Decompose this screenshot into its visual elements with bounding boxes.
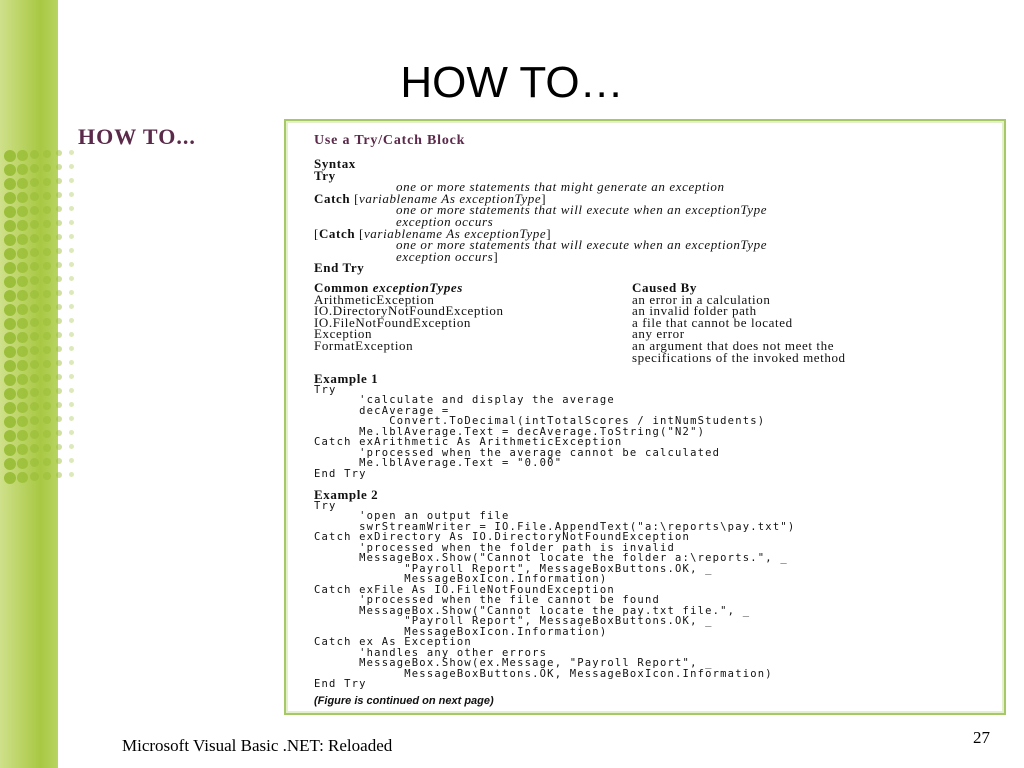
decorative-dot <box>4 290 16 302</box>
slide-title: HOW TO… <box>400 58 624 107</box>
exception-type: ArithmeticException <box>314 291 435 307</box>
continued-note: (Figure is continued on next page) <box>314 694 494 707</box>
decorative-dot <box>43 318 51 326</box>
syntax-end-try: End Try <box>314 260 365 276</box>
syntax-stmt-3b-text: exception occurs <box>396 248 494 264</box>
bracket: ] <box>493 248 499 264</box>
decorative-dot <box>30 234 39 243</box>
decorative-dot <box>17 150 28 161</box>
decorative-dot <box>43 416 51 424</box>
decorative-dot <box>4 192 16 204</box>
decorative-dot <box>4 318 16 330</box>
exception-type: IO.DirectoryNotFoundException <box>314 303 504 319</box>
decorative-dot <box>56 150 62 156</box>
example-2-code: Try 'open an output file swrStreamWriter = IO.File.AppendText("a:\reports\pay.txt") Catch exDirectory As IO.DirectoryNotFoundException 'processed when the folder path is invalid MessageBox.Show("Cannot locate the folder a:\reports.", _ "Payroll Report", MessageBoxButtons.OK, _ MessageBoxIcon.Information) Catch exFile As IO.FileNotFoundException 'processed when the file cannot be found MessageBox.Show("Cannot locate the pay.txt file.", _ "Payroll Report", MessageBoxButtons.OK, _ MessageBoxIcon.Information) Catch ex As Exception 'handles any other errors MessageBox.Show(ex.Message, "Payroll Report", _ MessageBoxButtons.OK, MessageBoxIcon.Information) End Try <box>314 499 796 691</box>
syntax-stmt-2: one or more statements that will execute when an exceptionType <box>396 202 768 218</box>
decorative-dot <box>69 178 74 183</box>
exception-header-cause: Caused By <box>632 279 697 295</box>
decorative-dot <box>69 192 74 197</box>
decorative-dot <box>43 262 51 270</box>
decorative-dot <box>30 178 39 187</box>
decorative-dot <box>43 248 51 256</box>
exception-cause: specifications of the invoked method <box>632 349 846 365</box>
decorative-dot <box>30 220 39 229</box>
catch-variable: variablename As exceptionType <box>363 225 547 241</box>
decorative-dot <box>4 388 16 400</box>
decorative-dot <box>30 206 39 215</box>
decorative-dot <box>43 150 51 158</box>
decorative-dot <box>56 402 62 408</box>
decorative-dot <box>43 192 51 200</box>
page-number: 27 <box>973 728 990 747</box>
decorative-dot <box>30 304 39 313</box>
exception-cause: an invalid folder path <box>632 303 757 319</box>
decorative-dot <box>69 276 74 281</box>
exception-type: FormatException <box>314 337 414 353</box>
decorative-dot <box>4 304 16 316</box>
decorative-dot <box>43 304 51 312</box>
decorative-dot <box>17 304 28 315</box>
decorative-dot <box>17 290 28 301</box>
decorative-dot <box>4 178 16 190</box>
exception-cause: an error in a calculation <box>632 291 771 307</box>
exception-cause: any error <box>632 326 685 342</box>
decorative-dot <box>17 374 28 385</box>
decorative-dot <box>4 262 16 274</box>
decorative-dot <box>56 248 62 254</box>
decorative-dot <box>17 318 28 329</box>
decorative-dot <box>17 472 28 483</box>
decorative-dot <box>17 416 28 427</box>
decorative-dot <box>69 206 74 211</box>
decorative-dot <box>69 444 74 449</box>
example-1-code: Try 'calculate and display the average decAverage = Convert.ToDecimal(intTotalScores / intNumStudents) Me.lblAverage.Text = decAverage.ToString("N2") Catch exArithmetic As ArithmeticException 'processed when the average cannot be calculated Me.lblAverage.Text = "0.00" End Try <box>314 383 766 480</box>
decorative-dot <box>43 178 51 186</box>
decorative-dot <box>17 164 28 175</box>
decorative-dot <box>69 220 74 225</box>
decorative-dot <box>17 388 28 399</box>
header-types: exceptionTypes <box>372 279 463 295</box>
decorative-dot <box>69 304 74 309</box>
decorative-dot <box>69 388 74 393</box>
decorative-dot <box>43 430 51 438</box>
decorative-dot <box>4 206 16 218</box>
decorative-dot <box>56 206 62 212</box>
decorative-dot <box>17 178 28 189</box>
decorative-dot <box>4 276 16 288</box>
decorative-dot <box>56 332 62 338</box>
decorative-dot <box>56 430 62 436</box>
decorative-dot <box>4 150 16 162</box>
decorative-dot <box>30 472 39 481</box>
decorative-dot <box>43 332 51 340</box>
exception-type: Exception <box>314 326 373 342</box>
decorative-dot <box>17 276 28 287</box>
decorative-dot <box>30 402 39 411</box>
decorative-dot <box>43 374 51 382</box>
decorative-dot <box>17 444 28 455</box>
decorative-dot <box>17 192 28 203</box>
decorative-dot <box>43 402 51 410</box>
decorative-dot <box>43 234 51 242</box>
syntax-stmt-1: one or more statements that might generate an exception <box>396 179 725 195</box>
decorative-dot <box>4 164 16 176</box>
decorative-dot <box>69 332 74 337</box>
howto-label: HOW TO... <box>78 124 196 149</box>
decorative-dot <box>43 346 51 354</box>
decorative-dot <box>17 248 28 259</box>
decorative-dot <box>30 374 39 383</box>
decorative-dot <box>30 444 39 453</box>
decorative-dot <box>4 234 16 246</box>
decorative-dot <box>4 430 16 442</box>
decorative-dot <box>69 458 74 463</box>
decorative-dot <box>4 346 16 358</box>
decorative-dot <box>4 248 16 260</box>
decorative-dot <box>30 388 39 397</box>
syntax-stmt-3b <box>314 248 994 264</box>
example-2-label: Example 2 <box>314 487 379 503</box>
figure-heading: Use a Try/Catch Block <box>314 133 466 148</box>
syntax-stmt-2b: exception occurs <box>396 213 494 229</box>
decorative-dot <box>17 234 28 245</box>
decorative-dot <box>56 444 62 450</box>
decorative-dot <box>56 304 62 310</box>
exception-cause: an argument that does not meet the <box>632 337 835 353</box>
howto-figure <box>284 119 1006 715</box>
decorative-dot <box>56 318 62 324</box>
syntax-try: Try <box>314 167 336 183</box>
decorative-dot <box>30 164 39 173</box>
decorative-dot <box>43 164 51 172</box>
decorative-dot <box>4 220 16 232</box>
exception-cause: a file that cannot be located <box>632 314 793 330</box>
decorative-dot <box>56 276 62 282</box>
decorative-dot <box>43 276 51 284</box>
decorative-dot <box>43 206 51 214</box>
decorative-dot <box>4 444 16 456</box>
decorative-dot <box>56 374 62 380</box>
decorative-dot <box>43 360 51 368</box>
decorative-dot <box>30 248 39 257</box>
decorative-dot <box>56 178 62 184</box>
decorative-dot <box>56 416 62 422</box>
exception-type: IO.FileNotFoundException <box>314 314 472 330</box>
decorative-dot <box>17 430 28 441</box>
syntax-section <box>314 158 994 274</box>
example-1 <box>314 373 994 479</box>
exception-table <box>314 279 994 365</box>
slide-footer: Microsoft Visual Basic .NET: Reloaded <box>122 736 393 755</box>
decorative-dot <box>69 248 74 253</box>
decorative-dot <box>56 346 62 352</box>
decorative-dot <box>30 290 39 299</box>
syntax-label: Syntax <box>314 156 356 171</box>
decorative-dot <box>30 430 39 439</box>
bracket: ] <box>546 225 552 241</box>
decorative-dot <box>30 346 39 355</box>
decorative-dot <box>4 472 16 484</box>
decorative-dot <box>43 290 51 298</box>
decorative-dot <box>17 346 28 357</box>
decorative-dot <box>69 234 74 239</box>
bracket: [ <box>350 190 359 206</box>
decorative-dot <box>69 290 74 295</box>
decorative-dot <box>56 164 62 170</box>
decorative-dot <box>56 220 62 226</box>
decorative-dot-pattern <box>0 150 90 490</box>
decorative-dot <box>30 416 39 425</box>
decorative-dot <box>43 458 51 466</box>
decorative-dot <box>17 332 28 343</box>
decorative-dot <box>69 472 74 477</box>
bracket: [ <box>314 225 319 241</box>
decorative-dot <box>56 388 62 394</box>
example-1-label: Example 1 <box>314 371 379 387</box>
decorative-dot <box>4 458 16 470</box>
syntax-stmt-3: one or more statements that will execute when an exceptionType <box>396 237 768 253</box>
catch-keyword: Catch <box>318 225 356 241</box>
decorative-dot <box>69 430 74 435</box>
bracket: ] <box>541 190 547 206</box>
decorative-dot <box>30 150 39 159</box>
decorative-dot <box>56 472 62 478</box>
decorative-dot <box>17 360 28 371</box>
bracket: [ <box>355 225 364 241</box>
decorative-dot <box>43 220 51 228</box>
decorative-dot <box>56 360 62 366</box>
decorative-dot <box>69 318 74 323</box>
decorative-dot <box>43 388 51 396</box>
decorative-dot <box>30 192 39 201</box>
decorative-dot <box>56 290 62 296</box>
decorative-dot <box>56 192 62 198</box>
header-common: Common <box>314 279 373 295</box>
exception-type <box>314 352 632 364</box>
decorative-dot <box>69 150 74 155</box>
decorative-dot <box>30 332 39 341</box>
decorative-dot <box>17 220 28 231</box>
decorative-dot <box>56 458 62 464</box>
catch-keyword: Catch <box>314 190 351 206</box>
decorative-dot <box>69 262 74 267</box>
decorative-dot <box>69 164 74 169</box>
decorative-dot <box>4 332 16 344</box>
decorative-dot <box>69 346 74 351</box>
decorative-dot <box>56 262 62 268</box>
catch-variable: variablename As exceptionType <box>359 190 542 206</box>
decorative-dot <box>30 458 39 467</box>
decorative-dot <box>30 276 39 285</box>
decorative-dot <box>43 472 51 480</box>
decorative-dot <box>43 444 51 452</box>
decorative-dot <box>4 416 16 428</box>
decorative-dot <box>56 234 62 240</box>
decorative-dot <box>17 402 28 413</box>
example-2 <box>314 489 994 690</box>
decorative-dot <box>69 416 74 421</box>
decorative-dot <box>17 262 28 273</box>
decorative-dot <box>17 458 28 469</box>
decorative-dot <box>4 360 16 372</box>
decorative-dot <box>30 360 39 369</box>
decorative-dot <box>4 374 16 386</box>
decorative-dot <box>69 374 74 379</box>
decorative-dot <box>17 206 28 217</box>
decorative-dot <box>69 402 74 407</box>
decorative-dot <box>69 360 74 365</box>
figure-content <box>314 133 994 707</box>
decorative-dot <box>4 402 16 414</box>
decorative-dot <box>30 262 39 271</box>
decorative-dot <box>30 318 39 327</box>
